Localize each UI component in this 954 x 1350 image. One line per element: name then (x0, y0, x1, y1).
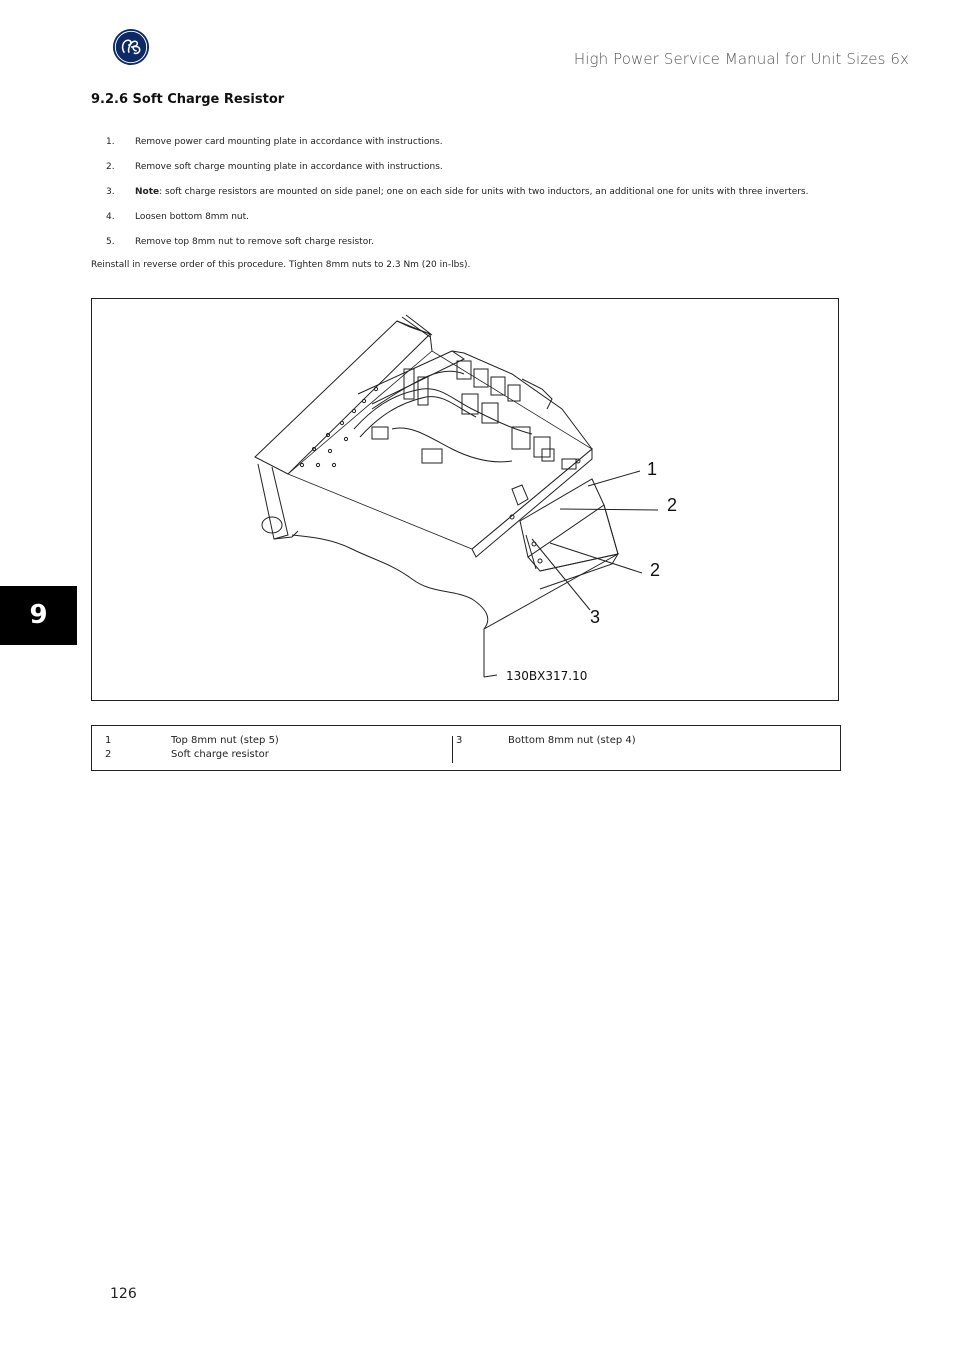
figure-legend (91, 725, 841, 771)
list-item (91, 182, 871, 207)
step-text: Loosen bottom 8mm nut. (135, 212, 249, 222)
callout-label: 2 (667, 495, 678, 515)
callout-label: 3 (590, 607, 601, 627)
list-item (91, 207, 871, 232)
reinstall-note: Reinstall in reverse order of this procedure. Tighten 8mm nuts to 2.3 Nm (20 in-lbs). (91, 260, 471, 270)
list-item (91, 157, 871, 182)
legend-text: Soft charge resistor (171, 749, 269, 760)
step-number: 4. (106, 212, 115, 222)
callout-label: 1 (647, 459, 658, 479)
legend-num: 3 (456, 735, 463, 746)
technical-drawing (92, 299, 840, 702)
callout-label: 2 (650, 560, 661, 580)
step-text (135, 182, 808, 202)
steps-list (91, 132, 871, 257)
header-title: High Power Service Manual for Unit Sizes 6x (573, 50, 909, 68)
step-number: 1. (106, 137, 115, 147)
legend-text: Top 8mm nut (step 5) (171, 735, 279, 746)
chapter-tab: 9 (0, 586, 77, 645)
legend-divider (452, 736, 453, 763)
step-text: Remove power card mounting plate in accordance with instructions. (135, 137, 443, 147)
step-number: 5. (106, 237, 115, 247)
list-item (91, 132, 871, 157)
step-number: 3. (106, 187, 115, 197)
page-number: 126 (110, 1286, 137, 1302)
figure-soft-charge-resistor (91, 298, 839, 701)
note-label: Note (135, 187, 160, 197)
legend-num: 2 (105, 749, 112, 760)
note-text: : soft charge resistors are mounted on side panel; one on each side for units with two inductors, an additional one for units with three inverters. (159, 187, 809, 197)
legend-num: 1 (105, 735, 112, 746)
list-item (91, 232, 871, 257)
step-text: Remove top 8mm nut to remove soft charge resistor. (135, 237, 374, 247)
ge-logo-icon (112, 28, 150, 66)
figure-code: 130BX317.10 (506, 669, 588, 683)
section-title: 9.2.6 Soft Charge Resistor (91, 92, 285, 107)
legend-text: Bottom 8mm nut (step 4) (508, 735, 636, 746)
step-text: Remove soft charge mounting plate in accordance with instructions. (135, 162, 443, 172)
step-number: 2. (106, 162, 115, 172)
